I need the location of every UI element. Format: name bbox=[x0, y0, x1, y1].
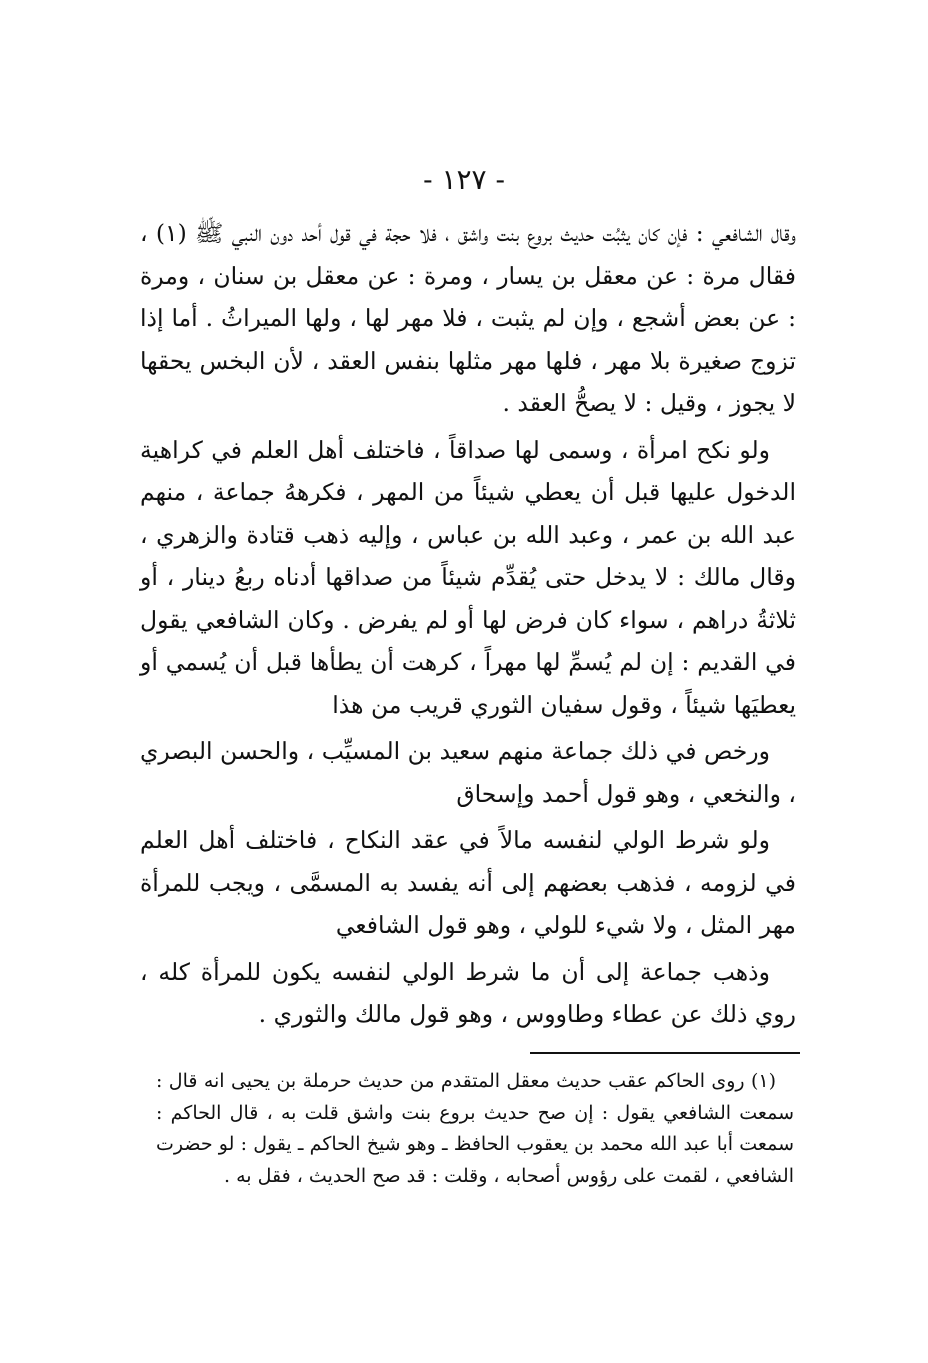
footnote-text: (١) روى الحاكم عقب حديث معقل المتقدم من حديث حرملة بن يحيى انه قال : سمعت الشافعي يقول : إن صح حديث بروع بنت واشق قلت به ، قال الحاكم : سمعت أبا عبد الله محمد بن يعقوب الحافظ ـ وهو شيخ الحاكم ـ يقول : لو حضرت الشافعي ، لقمت على رؤوس أصحابه ، وقلت : قد صح الحديث ، فقل به . bbox=[156, 1070, 794, 1187]
footnote bbox=[156, 1066, 794, 1192]
footnote-divider bbox=[530, 1052, 800, 1054]
paragraph-3: ورخص في ذلك جماعة منهم سعيد بن المسيِّب ، والحسن البصري ، والنخعي ، وهو قول أحمد وإسحاق bbox=[140, 737, 796, 808]
paragraph-2: ولو نكح امرأة ، وسمى لها صداقاً ، فاختلف أهل العلم في كراهية الدخول عليها قبل أن يعطي شيئاً من المهر ، فكرههُ جماعة ، منهم عبد الله بن عمر ، وعبد الله بن عباس ، وإليه ذهب قتادة والزهري ، وقال مالك : لا يدخل حتى يُقدِّم شيئاً من صداقها أدناه ربعُ دينار ، أو ثلاثةُ دراهم ، سواء كان فرض لها أو لم يفرض . وكان الشافعي يقول في القديم : إن لم يُسمِّ لها مهراً ، كرهت أن يطأها قبل أن يُسمي أو يعطيَها شيئاً ، وقول سفيان الثوري قريب من هذا bbox=[140, 435, 796, 719]
paragraph-1: وقال الشافعي : فإن كان يثبُت حديث بروع بنت واشق ، فلا حجة في قول أحد دون النبي ﷺ (١) ، فقال مرة : عن معقل بن يسار ، ومرة : عن معقل بن سنان ، ومرة : عن بعض أشجع ، وإن لم يثبت ، فلا مهر لها ، ولها الميراثُ . أما إذا تزوج صغيرة بلا مهر ، فلها مهر مثلها بنفس العقد ، لأن البخس يحقها لا يجوز ، وقيل : لا يصحُّ العقد . bbox=[140, 219, 796, 417]
main-text bbox=[140, 212, 796, 1036]
page-number: - ١٢٧ - bbox=[423, 163, 505, 196]
paragraph-5: وذهب جماعة إلى أن ما شرط الولي لنفسه يكون للمرأة كله ، روي ذلك عن عطاء وطاووس ، وهو قول مالك والثوري . bbox=[140, 957, 796, 1028]
paragraph-4: ولو شرط الولي لنفسه مالاً في عقد النكاح ، فاختلف أهل العلم في لزومه ، فذهب بعضهم إلى أنه يفسد به المسمَّى ، ويجب للمرأة مهر المثل ، ولا شيء للولي ، وهو قول الشافعي bbox=[140, 826, 796, 939]
